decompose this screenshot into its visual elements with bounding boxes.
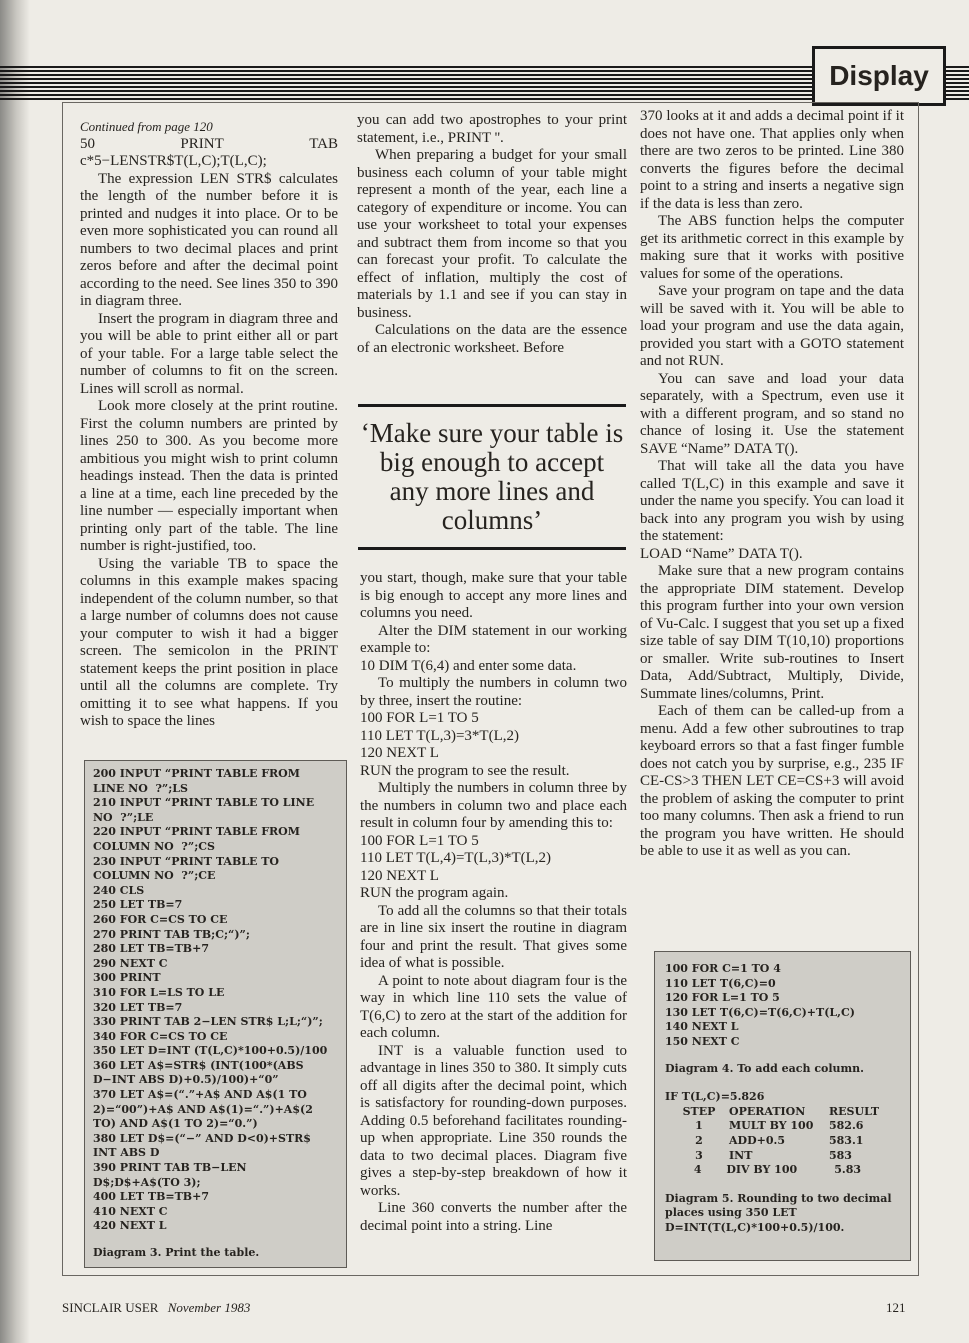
paragraph: To add all the columns so that their totals are in line six insert the routine in diagram four and print the result. That gives some idea of what is possible. bbox=[360, 902, 627, 971]
paragraph: A point to note about diagram four is the way in which line 110 sets the value of T(6,C) to zero at the start of the addition for each column. bbox=[360, 972, 627, 1041]
code-line: 210 INPUT “PRINT TABLE TO LINE bbox=[93, 796, 315, 810]
code-line: COLUMN NO ?”;CE bbox=[93, 869, 216, 883]
paragraph: INT is a valuable function used to advantage in lines 350 to 380. It simply cuts off all digits after the decimal point, which is satisfactory for rounding-down purposes. Adding 0.5 beforehand facilitates rounding-up when appropriate. Line 350 rounds the data to two decimal places. Diagram five gives a step-by-step breakdown of how it works. bbox=[360, 1042, 627, 1199]
code-line: 350 LET D=INT (T(L,C)*100+0.5)/100 bbox=[93, 1044, 328, 1058]
code-line: 200 INPUT “PRINT TABLE FROM bbox=[93, 767, 300, 780]
code-line: 260 FOR C=CS TO CE bbox=[93, 912, 228, 926]
column-2 bbox=[357, 112, 627, 357]
code-line: 240 CLS bbox=[93, 883, 145, 897]
paragraph: The expression LEN STR$ calculates the length of the number before it is printed and nudges it into place. Or to be even more sophisticated you can round all numbers to two decimal places and print zeros before and after the decimal point according to the need. See lines 350 to 390 in diagram three. bbox=[80, 170, 338, 309]
code-line: 390 PRINT TAB TB−LEN bbox=[93, 1161, 247, 1175]
code-line: 290 NEXT C bbox=[93, 956, 168, 970]
code-line: 280 LET TB=TB+7 bbox=[93, 942, 209, 956]
code-line: 110 LET T(6,C)=0 bbox=[665, 976, 776, 990]
code-line: 220 INPUT “PRINT TABLE FROM bbox=[93, 825, 300, 839]
code-line: 300 PRINT bbox=[93, 971, 161, 985]
table-row: 2 ADD+0.5 583.1 bbox=[695, 1133, 864, 1147]
diagram-4-5-box bbox=[654, 951, 911, 1261]
column-3 bbox=[640, 108, 904, 861]
code-line: 100 FOR C=1 TO 4 bbox=[665, 962, 781, 975]
code-line: 120 NEXT L bbox=[360, 745, 439, 761]
paragraph: That will take all the data you have called T(L,C) in this example and save it under the name you specify. You can load it back into any program you wish by using the statement: bbox=[640, 458, 904, 544]
code-line: 50 PRINT TAB bbox=[80, 135, 338, 152]
code-line: COLUMN NO ?”;CS bbox=[93, 839, 215, 853]
code-line: 250 LET TB=7 bbox=[93, 898, 183, 912]
header-stripe-rule bbox=[0, 66, 815, 102]
code-line: D$;D$+A$(TO 3); bbox=[93, 1175, 201, 1189]
code-line: 270 PRINT TAB TB;C;“)”; bbox=[93, 927, 250, 941]
paragraph: Using the variable TB to space the columns in this example makes spacing independent of the column number, so that a large number of columns does not cause your computer to wish it had a bigger screen. The semicolon in the PRINT statement keeps the print position in place until all the columns are complete. Try omitting it to see what happens. If you wish to space the lines bbox=[80, 555, 338, 729]
code-line: INT ABS D bbox=[93, 1146, 160, 1160]
paragraph: To multiply the numbers in column two by three, insert the routine: bbox=[360, 675, 627, 709]
magazine-name: SINCLAIR USER bbox=[62, 1300, 159, 1315]
paragraph: Look more closely at the print routine. First the column numbers are printed by lines 250 to 300. As you become more ambitious you might wish to print column headings instead. Then the data is printed a line at a time, each line preceded by the line number — especially important when printing only part of the table. The line number is right-justified, too. bbox=[80, 398, 338, 554]
code-line: 150 NEXT C bbox=[665, 1034, 740, 1048]
diagram-caption: Diagram 3. Print the table. bbox=[93, 1246, 260, 1259]
code-line: TO) AND A$(1 TO 2)=“0.”) bbox=[93, 1117, 258, 1131]
continued-note: Continued from page 120 bbox=[80, 119, 213, 134]
code-line: 320 LET TB=7 bbox=[93, 1000, 183, 1014]
paragraph: When preparing a budget for your small business each column of your table might represent a month of the year, each line a category of expenditure or income. You can use your worksheet to total your expenses and subtract them from income so that you can forecast your profit. To calculate the effect of inflation, multiply the cost of materials by 1.1 and see if you can stay in business. bbox=[357, 147, 627, 321]
paragraph: Line 360 converts the number after the decimal point into a string. Line bbox=[360, 1200, 627, 1234]
code-line: 100 FOR L=1 TO 5 bbox=[360, 832, 479, 849]
code-line: 100 FOR L=1 TO 5 bbox=[360, 710, 479, 726]
code-line: RUN the program to see the result. bbox=[360, 762, 570, 779]
paragraph: The ABS function helps the computer get its arithmetic correct in this example by making sure that it works with positive values for some of the operations. bbox=[640, 213, 904, 282]
code-line: 110 LET T(L,4)=T(L,3)*T(L,2) bbox=[360, 850, 552, 866]
column-1 bbox=[80, 118, 338, 731]
footer-left bbox=[62, 1300, 250, 1316]
code-line: 410 NEXT C bbox=[93, 1204, 168, 1218]
code-line: 370 LET A$=(“.”+A$ AND A$(1 TO bbox=[93, 1088, 307, 1102]
code-line: 360 LET A$=STR$ (INT(100*(ABS bbox=[93, 1058, 304, 1072]
code-line: RUN the program again. bbox=[360, 885, 509, 901]
code-line: 310 FOR L=LS TO LE bbox=[93, 985, 225, 999]
section-tab: Display bbox=[812, 46, 946, 106]
code-line: 130 LET T(6,C)=T(6,C)+T(L,C) bbox=[665, 1005, 855, 1019]
code-line: LINE NO ?”;LS bbox=[93, 781, 188, 795]
paragraph: Insert the program in diagram three and you will be able to print either all or part of your table. For a large table select the number of columns to fit on the screen. Lines will scroll as normal. bbox=[80, 310, 338, 397]
paragraph: you start, though, make sure that your table is big enough to accept any more lines and columns you need. bbox=[360, 570, 627, 621]
code-line: 140 NEXT L bbox=[665, 1020, 739, 1034]
code-line: 120 FOR L=1 TO 5 bbox=[665, 991, 780, 1005]
paragraph: 370 looks at it and adds a decimal point if it does not have one. That applies only when there are two zeros to be printed. Line 380 converts the figures before the decimal point to a string and inserts a negative sign if the data is less than zero. bbox=[640, 108, 904, 212]
paragraph: Save your program on tape and the data will be saved with it. You will be able to load your program and use the data again, provided you start with a GOTO statement and not RUN. bbox=[640, 283, 904, 369]
table-row: 3 INT 583 bbox=[695, 1148, 852, 1162]
code-line: 340 FOR C=CS TO CE bbox=[93, 1029, 228, 1043]
code-line: 230 INPUT “PRINT TABLE TO bbox=[93, 854, 279, 868]
code-line: 110 LET T(L,3)=3*T(L,2) bbox=[360, 727, 519, 744]
paragraph: Make sure that a new program contains the appropriate DIM statement. Develop this program further into your own version of Vu-Calc. I suggest that you set up a fixed size table of say DIM T(10,10) proportions or smaller. Write sub-routines to Insert Data, Add/Subtract, Multiply, Divide, Summate lines/columns, Print. bbox=[640, 563, 904, 702]
table-row: 1 MULT BY 100 582.6 bbox=[695, 1119, 864, 1133]
diagram-caption: Diagram 4. To add each column. bbox=[665, 1061, 864, 1075]
pull-quote: ‘Make sure your table is big enough to accept any more lines and columns’ bbox=[358, 404, 626, 550]
diagram-caption: Diagram 5. Rounding to two decimal places using 350 LET D=INT(T(L,C)*100+0.5)/100. bbox=[665, 1191, 892, 1234]
table-row: 4 DIV BY 100 5.83 bbox=[693, 1163, 862, 1177]
paragraph: you can add two apostrophes to your print statement, i.e., PRINT ''. bbox=[357, 112, 627, 146]
paragraph: Calculations on the data are the essence of an electronic worksheet. Before bbox=[357, 322, 627, 356]
code-line: 330 PRINT TAB 2−LEN STR$ L;L;“)”; bbox=[93, 1015, 323, 1029]
code-line: c*5−LENSTR$T(L,C);T(L,C); bbox=[80, 153, 267, 169]
diagram-3-box bbox=[84, 760, 347, 1268]
code-line: 10 DIM T(6,4) and enter some data. bbox=[360, 657, 577, 674]
code-line: NO ?”;LE bbox=[93, 810, 154, 824]
page-gutter-shadow bbox=[0, 0, 30, 1343]
code-line: 420 NEXT L bbox=[93, 1219, 167, 1233]
paragraph: Alter the DIM statement in our working example to: bbox=[360, 622, 627, 656]
code-line: IF T(L,C)=5.826 bbox=[665, 1090, 765, 1104]
issue-date: November 1983 bbox=[167, 1300, 251, 1315]
code-line: D−INT ABS D)+0.5)/100)+“0” bbox=[93, 1073, 279, 1087]
page-number: 121 bbox=[886, 1300, 906, 1315]
paragraph: Multiply the numbers in column three by the numbers in column two and place each result in column four by amending this to: bbox=[360, 780, 627, 831]
code-line: 400 LET TB=TB+7 bbox=[93, 1190, 209, 1204]
column-2-lower bbox=[360, 570, 627, 1235]
paragraph: You can save and load your data separately, with a Spectrum, even use it with a different program, and so stand no chance of losing it. Use the statement SAVE “Name” DATA T(). bbox=[640, 370, 904, 457]
paragraph: Each of them can be called-up from a menu. Add a few other subroutines to trap keyboard errors so that a fast finger fumble does not catch you by surprise, e.g., 235 IF CE-CS>3 THEN LET CE=CS+3 will avoid the problem of asking the computer to print too many columns. Then ask a friend to run the program you have written. He should be able to use it as well as you can. bbox=[640, 703, 904, 859]
header-stripe-rule-right bbox=[942, 66, 969, 102]
code-line: 380 LET D$=(“−” AND D<0)+STR$ bbox=[93, 1131, 311, 1145]
code-line: 2)=“00”)+A$ AND A$(1)=“.”)+A$(2 bbox=[93, 1102, 313, 1116]
table-header: STEP OPERATION RESULT bbox=[682, 1104, 880, 1118]
code-line: LOAD “Name” DATA T(). bbox=[640, 545, 803, 562]
diagram-5 bbox=[665, 1090, 900, 1235]
code-line: 120 NEXT L bbox=[360, 867, 439, 884]
